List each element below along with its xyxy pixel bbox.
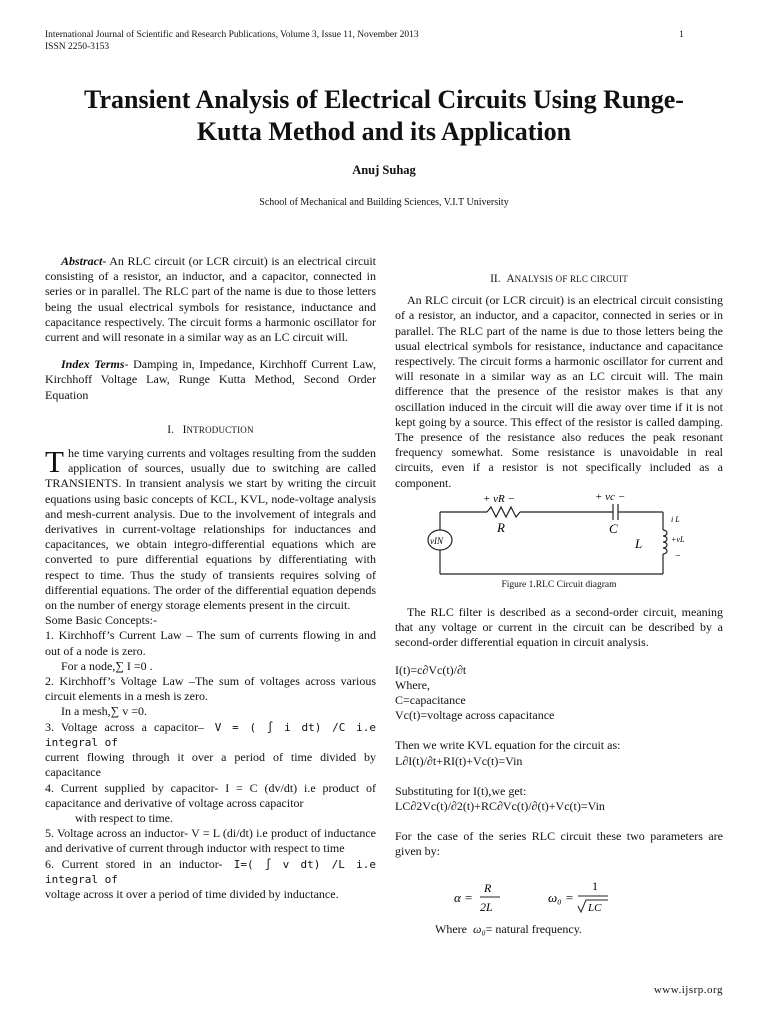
natural-frequency-note: Where ω₀= natural frequency. <box>435 922 582 936</box>
concept-6-cont: voltage across it over a period of time divided by inductance. <box>45 886 339 901</box>
concept-4-sub: with respect to time. <box>75 810 173 825</box>
left-column <box>45 254 376 902</box>
vl-label: +vL <box>671 535 685 544</box>
section-1-heading: I. INTRODUCTION <box>167 423 254 436</box>
paper-title <box>40 84 728 148</box>
kvl-equation: L∂I(t)/∂t+RI(t)+Vc(t)=Vin <box>395 753 523 768</box>
omega-symbol: ω₀ <box>472 922 486 936</box>
vc-label: + vc − <box>595 492 626 503</box>
author-name: Anuj Suhag <box>352 163 416 177</box>
rlc-filter-paragraph: The RLC filter is described as a second-order circuit, meaning that any voltage or current in the circuit can be described by a second-order differential equation in circuit analysis. <box>395 605 723 650</box>
drop-cap: T <box>45 444 64 480</box>
index-terms-label: Index Terms <box>61 357 125 372</box>
page-number: 1 <box>679 30 684 40</box>
svg-text:R: R <box>484 881 492 895</box>
rlc-paragraph: An RLC circuit (or LCR circuit) is an electrical circuit consisting of a resistor, an inductor, and a capacitor, connected in series or in parallel. The RLC part of the name is due to those letters being the usual electrical symbols for resistance, inductance and capacitance respectively. The circuit forms a harmonic oscillator for current and will resonate in a similar way as an LC circuit will. The main difference that the presence of the resistor makes is that any oscillation induced in the circuit will die away over time if it is not kept going by a source. This effect of the resistor is called damping. The presence of the resistance also reduces the peak resonant frequency somewhat. Some resistance is unavoidable in real circuits, even if a resistor is not specifically included as a component. <box>395 293 723 490</box>
right-column <box>395 272 723 491</box>
journal-header <box>45 29 419 53</box>
concept-2-sub: In a mesh,∑ v =0. <box>61 704 147 719</box>
parameters-intro: For the case of the series RLC circuit these two parameters are given by: <box>395 829 723 859</box>
substitution-intro: Substituting for I(t),we get: <box>395 783 527 798</box>
svg-text:1: 1 <box>592 879 598 893</box>
section-2-heading: II. ANALYSIS OF RLC CIRCUIT <box>490 273 628 285</box>
svg-text:ω₀ =: ω₀ = <box>548 890 574 905</box>
concept-4: 4. Current supplied by capacitor- I = C (dv/dt) i.e product of capacitance and derivative of voltage across capacitor <box>45 780 376 810</box>
index-terms-text: - Damping in, Impedance, Kirchhoff Current Law, Kirchhoff Voltage Law, Runge Kutta Method, Second Order Equation <box>45 357 376 402</box>
vc-definition: Vc(t)=voltage across capacitance <box>395 708 555 723</box>
r-label: R <box>497 520 505 535</box>
journal-website: www.ijsrp.org <box>653 984 723 996</box>
vr-label: + vR − <box>483 493 515 505</box>
concept-3: 3. Voltage across a capacitor– V = ( ∫ i dt) /C i.e integral of <box>45 719 376 749</box>
intro-paragraph: The time varying currents and voltages resulting from the sudden application of sources, usually due to switching are called TRANSIENTS. In transient analysis we start by writing the circuit equations using basic concepts of KCL, KVL, node-voltage analysis and mesh-current analysis. Due to the involvement of integrals and derivatives in current-voltage relationships for inductances and capacitances, we obtain integro-differential equations which are converted to pure differential equations by differentiating with respect to time. Thus the study of transients requires solving of differential equations. The order of the differential equation depends on the number of energy storage elements present in the circuit. <box>45 444 376 613</box>
index-terms <box>45 357 376 403</box>
c-label: C <box>609 521 618 536</box>
damping-formulas <box>450 876 620 920</box>
svg-text:2L: 2L <box>480 900 493 914</box>
concept-3-cont: current flowing through it over a period of time divided by capacitance <box>45 750 376 780</box>
right-column-lower <box>395 605 723 860</box>
svg-text:α =: α = <box>454 890 473 905</box>
rlc-circuit-diagram <box>425 492 695 582</box>
affiliation: School of Mechanical and Building Sciences, V.I.T University <box>259 197 509 208</box>
substitution-equation: LC∂2Vc(t)/∂2(t)+RC∂Vc(t)/∂(t)+Vc(t)=Vin <box>395 799 605 814</box>
where-label: Where, <box>395 677 430 692</box>
resistor-symbol <box>487 507 520 517</box>
basic-concepts-label: Some Basic Concepts:- <box>45 613 157 628</box>
title-line-2: Kutta Method and its Application <box>196 117 572 146</box>
svg-text:LC: LC <box>588 902 602 914</box>
current-equation: I(t)=c∂Vc(t)/∂t <box>395 662 467 677</box>
kvl-intro: Then we write KVL equation for the circuit as: <box>395 738 621 753</box>
journal-line: International Journal of Scientific and Research Publications, Volume 3, Issue 11, November 2013 <box>45 30 419 40</box>
c-definition: C=capacitance <box>395 693 466 708</box>
l-label: L <box>635 536 643 551</box>
concept-2: 2. Kirchhoff’s Voltage Law –The sum of voltages across various circuit elements in a mesh is zero. <box>45 674 377 704</box>
abstract-text: An RLC circuit (or LCR circuit) is an electrical circuit consisting of a resistor, an inductor, and a capacitor, connected in series or in parallel. The RLC part of the name is due to those letters being the usual electrical symbols for resistance, inductance and capacitance respectively. The circuit forms a harmonic oscillator for current and will resonate in a similar way as an LC circuit will. <box>45 254 376 345</box>
concept-5: 5. Voltage across an inductor- V = L (di/dt) i.e product of inductance and derivative of current through inductor with respect to time <box>45 826 376 856</box>
vin-label: vIN <box>430 536 443 546</box>
il-label: i L <box>671 515 680 524</box>
concept-6: 6. Current stored in an inductor- I=( ∫ v dt) /L i.e integral of <box>45 856 376 886</box>
minus-sign: − <box>675 551 681 562</box>
concept-1: 1. Kirchhoff’s Current Law – The sum of currents flowing in and out of a node is zero. <box>45 628 376 658</box>
title-line-1: Transient Analysis of Electrical Circuits Using Runge- <box>84 85 684 114</box>
figure-caption: Figure 1.RLC Circuit diagram <box>501 580 617 590</box>
abstract <box>45 254 376 345</box>
inductor-symbol <box>663 530 667 554</box>
concept-1-sub: For a node,∑ I =0 . <box>61 658 153 673</box>
issn: ISSN 2250-3153 <box>45 42 110 52</box>
abstract-label: Abstract- <box>61 254 107 268</box>
